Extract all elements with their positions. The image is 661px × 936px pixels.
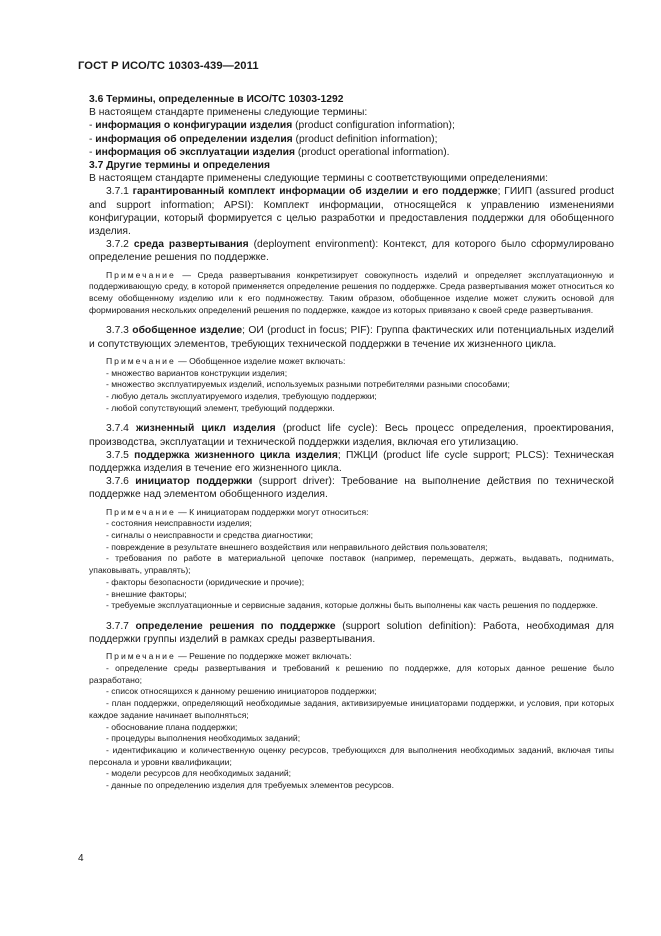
note-label: Примечание	[106, 269, 176, 280]
term-bold: информация об эксплуатации изделия	[95, 146, 295, 158]
note-list-item: - обоснование плана поддержки;	[106, 721, 238, 732]
note-text: — Решение по поддержке может включать:	[175, 651, 352, 662]
note-list-item: - множество эксплуатируемых изделий, используемых разными потребителями разными способами;	[106, 379, 510, 390]
term-list-item: - информация об эксплуатации изделия (product operational information).	[89, 146, 450, 158]
term-number: 3.7.5	[106, 449, 129, 461]
term-number: 3.7.6	[106, 476, 129, 488]
term-3-7-1	[89, 185, 614, 238]
note-3-7-2	[89, 270, 614, 317]
note-list-item: - требования по работе в материальной цепочке поставок (например, перемещать, держать, выдавать, поднимать, упаковывать, управлять);	[89, 553, 614, 576]
note-3-7-6	[89, 507, 614, 519]
term-number: 3.7.3	[106, 325, 129, 337]
term-name: жизненный цикл изделия	[136, 423, 276, 435]
term-name: гарантированный комплект информации об изделии и его поддержке	[132, 186, 498, 198]
note-list-item: - любой сопутствующий элемент, требующий поддержки.	[106, 402, 335, 413]
note-list-item: - определение среды развертывания и требований к решению по поддержке, для которых данное решение было разработано;	[89, 663, 614, 685]
note-list-item: - факторы безопасности (юридические и прочие);	[106, 576, 305, 587]
term-definition: ; ПЖЦИ (product life cycle support; PLCS): Техническая поддержка изделия в течение его жизненного цикла.	[89, 449, 614, 474]
term-name: поддержка жизненного цикла изделия	[134, 449, 338, 461]
note-list-item: - любую деталь эксплуатируемого изделия, требующую поддержки;	[106, 390, 377, 401]
note-list-item: - идентификацию и количественную оценку ресурсов, требующихся для выполнения необходимых заданий, включая типы персонала и уровни квалификации;	[89, 744, 614, 767]
term-list-item: - информация об определении изделия (product definition information);	[89, 133, 438, 145]
term-name: обобщенное изделие	[132, 325, 243, 337]
note-3-7-7	[89, 651, 614, 663]
term-bold: информация об определении изделия	[95, 133, 293, 145]
section-3-7-heading: 3.7 Другие термины и определения	[89, 160, 271, 172]
term-name: определение решения по поддержке	[135, 620, 336, 632]
term-3-7-4	[89, 422, 614, 448]
note-label: Примечание	[106, 355, 176, 366]
note-list-item: - сигналы о неисправности и средства диагностики;	[106, 530, 314, 540]
document-header: ГОСТ Р ИСО/ТС 10303-439—2011	[78, 60, 259, 72]
note-list-item: - требуемые эксплуатационные и сервисные задания, которые должны быть выполнены как часть решения по поддержке.	[106, 600, 598, 611]
note-list-item: - процедуры выполнения необходимых заданий;	[106, 733, 301, 744]
term-3-7-7	[89, 620, 614, 646]
section-3-6-intro: В настоящем стандарте применены следующие термины:	[89, 107, 368, 119]
page-number: 4	[78, 853, 84, 864]
note-list-item: - внешние факторы;	[106, 588, 187, 599]
term-3-7-3	[89, 324, 614, 350]
term-definition: ; ОИ (product in focus; PIF): Группа фактических или потенциальных изделий и сопутствующих элементов, требующих технической поддержки в течение их жизненного цикла.	[89, 325, 614, 350]
term-number: 3.7.4	[106, 423, 129, 435]
term-definition: (support solution definition): Работа, необходимая для поддержки группы изделий в рамках среды развертывания.	[89, 620, 614, 646]
note-list-item: - модели ресурсов для необходимых заданий;	[106, 768, 292, 779]
term-rest: (product operational information).	[295, 146, 450, 158]
term-number: 3.7.1	[106, 186, 129, 198]
term-bold: информация о конфигурации изделия	[95, 120, 293, 132]
note-label: Примечание	[106, 651, 176, 662]
note-label: Примечание	[106, 506, 176, 517]
note-list-item: - повреждение в результате внешнего воздействия или неправильного действия пользователя;	[106, 541, 488, 552]
note-list-item: - данные по определению изделия для требуемых элементов ресурсов.	[106, 780, 395, 791]
term-rest: (product definition information);	[292, 133, 438, 145]
note-text: — Среда развертывания конкретизирует совокупность изделий и определяет эксплуатационную и поддерживающую среду, в которой применяется определение решения по поддержке. Среда развертывания может относиться ко всему обобщенному изделию или к его подмножеству. Таким образом, обобщенное изделие может служить основой для формирования нескольких определений решения по поддержке, каждое из которых привязано к своей среде развертывания.	[89, 269, 614, 315]
term-name: инициатор поддержки	[135, 476, 253, 488]
note-list-item: - состояния неисправности изделия;	[106, 518, 252, 529]
term-3-7-6	[89, 475, 614, 501]
note-list-item: - множество вариантов конструкции изделия;	[106, 367, 288, 378]
term-name: среда развертывания	[133, 239, 249, 251]
document-body	[89, 93, 614, 792]
note-text: — К инициаторам поддержки могут относиться:	[175, 506, 369, 517]
term-definition: (support driver): Требование на выполнение действия по технической поддержке над элементом обобщенного изделия.	[89, 476, 614, 501]
note-text: — Обобщенное изделие может включать:	[175, 355, 346, 366]
note-list-item: - список относящихся к данному решению инициаторов поддержки;	[106, 686, 377, 697]
term-definition: ; ГИИП (assured product and support information; APSI): Комплект информации, относящейся к управлению изменениями конфигурации, который формируется с целью разработки и предоставления поддержки для обобщенного изделия.	[89, 186, 614, 238]
term-3-7-2	[89, 238, 614, 264]
section-3-6-heading: 3.6 Термины, определенные в ИСО/ТС 10303-1292	[89, 94, 344, 105]
term-number: 3.7.2	[106, 239, 129, 251]
note-list-item: - план поддержки, определяющий необходимые задания, активизируемые инициаторами поддержки, и условия, при которых каждое задание начинает выполняться;	[89, 698, 614, 720]
term-rest: (product configuration information);	[292, 120, 455, 132]
term-definition: (product life cycle): Весь процесс определения, проектирования, производства, эксплуатации и технической поддержки изделия, включая его утилизацию.	[89, 423, 614, 448]
term-list-item: - информация о конфигурации изделия (product configuration information);	[89, 120, 455, 132]
section-3-7-intro: В настоящем стандарте применены следующие термины с соответствующими определениями:	[89, 173, 549, 185]
term-definition: (deployment environment): Контекст, для которого было сформулировано определение решения по поддержке.	[89, 239, 614, 264]
term-number: 3.7.7	[106, 620, 129, 632]
note-3-7-3	[89, 356, 614, 368]
term-3-7-5	[89, 449, 614, 475]
